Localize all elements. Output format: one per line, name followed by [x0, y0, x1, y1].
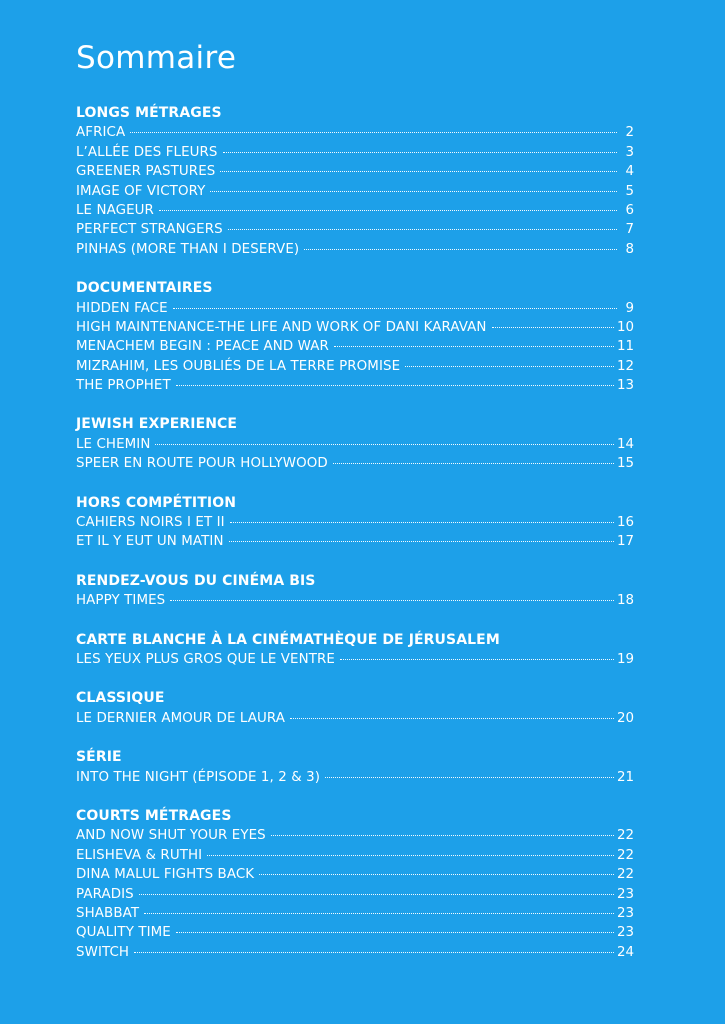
toc-entry[interactable]	[76, 220, 634, 239]
toc-entry[interactable]	[76, 904, 634, 923]
toc-entry[interactable]	[76, 123, 634, 142]
dot-leader	[155, 444, 613, 445]
page-number: 12	[616, 358, 634, 374]
dot-leader	[220, 171, 617, 172]
page-number: 20	[616, 710, 634, 726]
dot-leader	[159, 210, 617, 211]
film-title: ELISHEVA & RUTHI	[76, 847, 203, 863]
dot-leader	[207, 855, 614, 856]
page-number: 22	[616, 867, 634, 883]
film-title: AND NOW SHUT YOUR EYES	[76, 828, 266, 844]
page-number: 15	[616, 456, 634, 472]
film-title: SWITCH	[76, 944, 130, 960]
dot-leader	[130, 132, 617, 133]
dot-leader	[173, 308, 617, 309]
dot-leader	[333, 463, 614, 464]
section-heading: CARTE BLANCHE À LA CINÉMATHÈQUE DE JÉRUSALEM	[76, 631, 500, 648]
film-title: AFRICA	[76, 125, 126, 141]
dot-leader	[492, 327, 614, 328]
film-title: LE NAGEUR	[76, 202, 154, 218]
page-number: 19	[616, 651, 634, 667]
page-number: 7	[625, 222, 634, 238]
dot-leader	[405, 366, 614, 367]
toc-section	[76, 494, 634, 552]
toc-section	[76, 807, 634, 962]
toc-entry[interactable]	[76, 923, 634, 942]
section-heading: CLASSIQUE	[76, 690, 165, 707]
page-number: 9	[625, 300, 634, 316]
toc-entry[interactable]	[76, 182, 634, 201]
toc-entry[interactable]	[76, 240, 634, 259]
toc-entry[interactable]	[76, 532, 634, 551]
dot-leader	[230, 522, 614, 523]
film-title: SPEER EN ROUTE POUR HOLLYWOOD	[76, 456, 328, 472]
toc-entry[interactable]	[76, 513, 634, 532]
page-number: 6	[625, 202, 634, 218]
page-number: 17	[616, 534, 634, 550]
page-number: 8	[625, 241, 634, 257]
dot-leader	[223, 152, 617, 153]
toc-entry[interactable]	[76, 162, 634, 181]
dot-leader	[340, 659, 614, 660]
page-number: 13	[616, 378, 634, 394]
film-title: MIZRAHIM, LES OUBLIÉS DE LA TERRE PROMISE	[76, 358, 401, 374]
page-number: 23	[616, 925, 634, 941]
page-title: Sommaire	[76, 40, 237, 76]
toc-sections	[76, 104, 634, 982]
toc-entry[interactable]	[76, 454, 634, 473]
toc-entry[interactable]	[76, 299, 634, 318]
toc-entry[interactable]	[76, 768, 634, 787]
toc-entry[interactable]	[76, 435, 634, 454]
dot-leader	[304, 249, 617, 250]
page-number: 22	[616, 828, 634, 844]
dot-leader	[134, 952, 614, 953]
page-number: 11	[616, 339, 634, 355]
toc-section	[76, 415, 634, 473]
film-title: LE CHEMIN	[76, 436, 151, 452]
dot-leader	[228, 229, 617, 230]
page-number: 4	[625, 164, 634, 180]
film-title: QUALITY TIME	[76, 925, 171, 941]
page-number: 21	[616, 769, 634, 785]
film-title: INTO THE NIGHT (ÉPISODE 1, 2 & 3)	[76, 769, 321, 785]
toc-section	[76, 748, 634, 787]
section-heading: SÉRIE	[76, 749, 122, 766]
table-of-contents-page	[76, 0, 634, 1024]
section-heading: JEWISH EXPERIENCE	[76, 416, 238, 433]
toc-entry[interactable]	[76, 650, 634, 669]
section-heading: HORS COMPÉTITION	[76, 494, 237, 511]
film-title: ET IL Y EUT UN MATIN	[76, 534, 224, 550]
film-title: PARADIS	[76, 886, 134, 902]
toc-entry[interactable]	[76, 591, 634, 610]
toc-section	[76, 279, 634, 395]
toc-entry[interactable]	[76, 943, 634, 962]
film-title: PINHAS (MORE THAN I DESERVE)	[76, 241, 300, 257]
page-number: 24	[616, 944, 634, 960]
film-title: HIGH MAINTENANCE-THE LIFE AND WORK OF DANI KARAVAN	[76, 319, 487, 335]
dot-leader	[176, 385, 614, 386]
film-title: HIDDEN FACE	[76, 300, 168, 316]
dot-leader	[325, 777, 614, 778]
film-title: DINA MALUL FIGHTS BACK	[76, 867, 255, 883]
film-title: MENACHEM BEGIN : PEACE AND WAR	[76, 339, 329, 355]
dot-leader	[170, 600, 614, 601]
toc-entry[interactable]	[76, 357, 634, 376]
toc-entry[interactable]	[76, 846, 634, 865]
toc-entry[interactable]	[76, 709, 634, 728]
dot-leader	[139, 894, 614, 895]
section-heading: LONGS MÉTRAGES	[76, 105, 222, 121]
film-title: PERFECT STRANGERS	[76, 222, 223, 238]
film-title: IMAGE OF VICTORY	[76, 183, 206, 199]
page-number: 18	[616, 593, 634, 609]
film-title: GREENER PASTURES	[76, 164, 216, 180]
toc-entry[interactable]	[76, 826, 634, 845]
film-title: CAHIERS NOIRS I ET II	[76, 515, 225, 531]
dot-leader	[210, 191, 617, 192]
section-heading: RENDEZ-VOUS DU CINÉMA BIS	[76, 572, 316, 589]
page-number: 14	[616, 436, 634, 452]
section-heading: COURTS MÉTRAGES	[76, 807, 232, 824]
page-number: 5	[625, 183, 634, 199]
page-number: 23	[616, 905, 634, 921]
dot-leader	[144, 913, 614, 914]
toc-section	[76, 104, 634, 259]
page-number: 22	[616, 847, 634, 863]
film-title: SHABBAT	[76, 905, 140, 921]
toc-entry[interactable]	[76, 376, 634, 395]
page-number: 3	[625, 144, 634, 160]
toc-section	[76, 631, 634, 670]
dot-leader	[259, 874, 614, 875]
toc-section	[76, 689, 634, 728]
toc-entry[interactable]	[76, 885, 634, 904]
page-number: 10	[616, 319, 634, 335]
dot-leader	[290, 718, 614, 719]
toc-section	[76, 572, 634, 611]
toc-entry[interactable]	[76, 201, 634, 220]
toc-entry[interactable]	[76, 337, 634, 356]
film-title: L’ALLÉE DES FLEURS	[76, 144, 218, 160]
film-title: LES YEUX PLUS GROS QUE LE VENTRE	[76, 651, 335, 667]
dot-leader	[271, 835, 614, 836]
toc-entry[interactable]	[76, 318, 634, 337]
dot-leader	[176, 932, 614, 933]
film-title: HAPPY TIMES	[76, 593, 166, 609]
toc-entry[interactable]	[76, 865, 634, 884]
toc-entry[interactable]	[76, 143, 634, 162]
page-number: 23	[616, 886, 634, 902]
page-number: 16	[616, 515, 634, 531]
film-title: THE PROPHET	[76, 378, 171, 394]
section-heading: DOCUMENTAIRES	[76, 280, 213, 297]
dot-leader	[334, 346, 614, 347]
page-number: 2	[625, 125, 634, 141]
dot-leader	[229, 541, 614, 542]
film-title: LE DERNIER AMOUR DE LAURA	[76, 710, 286, 726]
